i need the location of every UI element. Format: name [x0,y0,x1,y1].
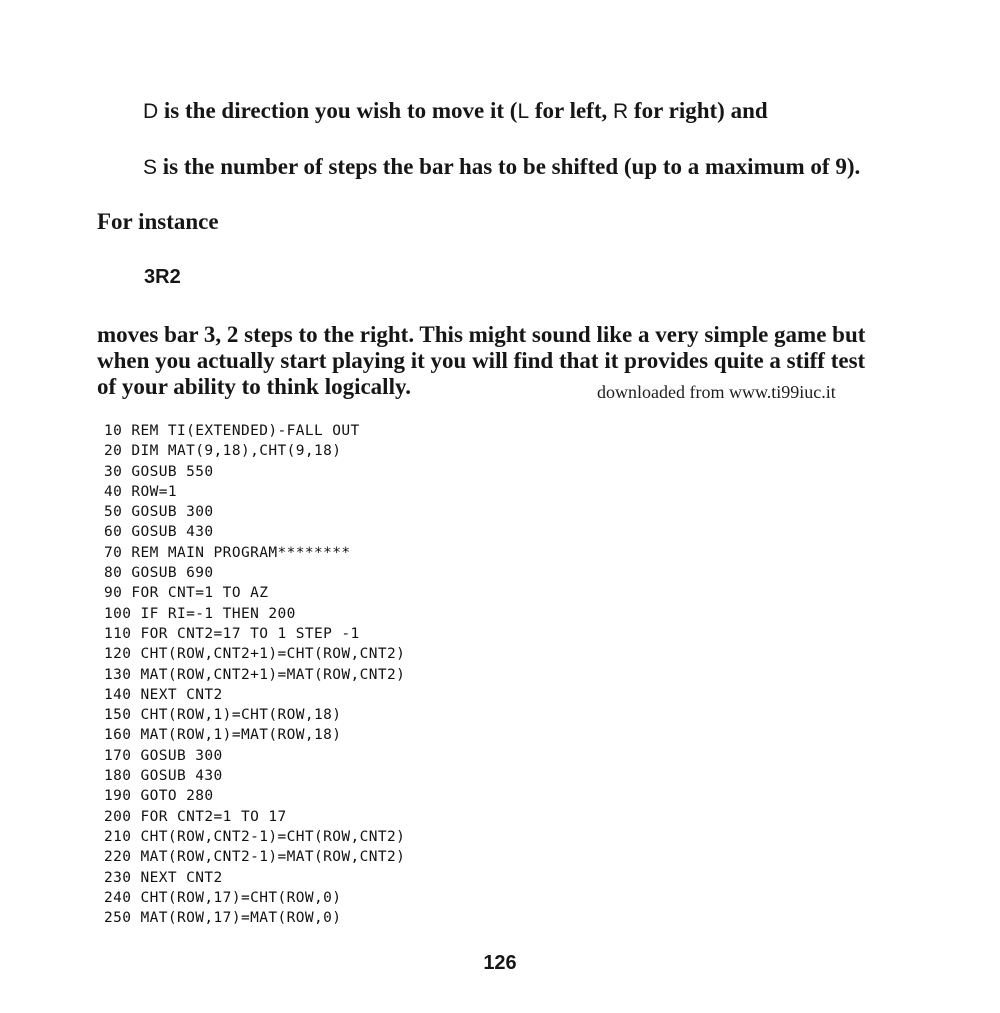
paragraph-line: moves bar 3, 2 steps to the right. This might sound like a very simple game but [97,322,866,347]
code-line: 210 CHT(ROW,CNT2-1)=CHT(ROW,CNT2) [104,828,406,845]
code-line: 250 MAT(ROW,17)=MAT(ROW,0) [104,910,342,927]
code-line: 110 FOR CNT2=17 TO 1 STEP -1 [104,625,360,642]
code-line: 90 FOR CNT=1 TO AZ [104,585,269,602]
code-line: 130 MAT(ROW,CNT2+1)=MAT(ROW,CNT2) [104,666,406,683]
download-watermark: downloaded from www.ti99iuc.it [597,382,836,402]
direction-line [143,98,768,124]
code-line: 180 GOSUB 430 [104,768,223,785]
code-line: 100 IF RI=-1 THEN 200 [104,605,296,622]
code-line: 240 CHT(ROW,17)=CHT(ROW,0) [104,889,342,906]
code-line: 190 GOTO 280 [104,788,214,805]
direction-mid-text: for left, [529,98,613,123]
code-line: 170 GOSUB 300 [104,747,223,764]
code-line: 200 FOR CNT2=1 TO 17 [104,808,287,825]
code-line: 220 MAT(ROW,CNT2-1)=MAT(ROW,CNT2) [104,849,406,866]
paragraph-line: when you actually start playing it you will find that it provides quite a stiff test [97,348,866,373]
code-line: 120 CHT(ROW,CNT2+1)=CHT(ROW,CNT2) [104,646,406,663]
code-line: 10 REM TI(EXTENDED)-FALL OUT [104,423,360,439]
right-key: R [613,100,629,123]
steps-text: is the number of steps the bar has to be shifted (up to a maximum of 9). [157,154,861,179]
direction-variable: D [143,100,159,123]
code-line: 50 GOSUB 300 [104,504,214,521]
code-line: 160 MAT(ROW,1)=MAT(ROW,18) [104,727,342,744]
code-line: 20 DIM MAT(9,18),CHT(9,18) [104,443,342,460]
code-line: 60 GOSUB 430 [104,524,214,541]
code-line: 230 NEXT CNT2 [104,869,223,886]
for-instance-text: For instance [97,209,219,234]
basic-code-listing [104,421,405,928]
code-line: 150 CHT(ROW,1)=CHT(ROW,18) [104,707,342,724]
steps-line [143,154,860,180]
page-number: 126 [483,952,517,974]
code-line: 70 REM MAIN PROGRAM******** [104,544,351,561]
direction-end-text: for right) and [628,98,768,123]
left-key: L [517,100,530,123]
code-line: 40 ROW=1 [104,483,178,500]
code-line: 140 NEXT CNT2 [104,686,223,703]
example-command: 3R2 [144,266,181,288]
code-line: 80 GOSUB 690 [104,565,214,582]
code-line: 30 GOSUB 550 [104,463,214,480]
direction-text: is the direction you wish to move it ( [158,98,518,123]
steps-variable: S [143,156,158,179]
paragraph-line: of your ability to think logically. [97,374,411,399]
